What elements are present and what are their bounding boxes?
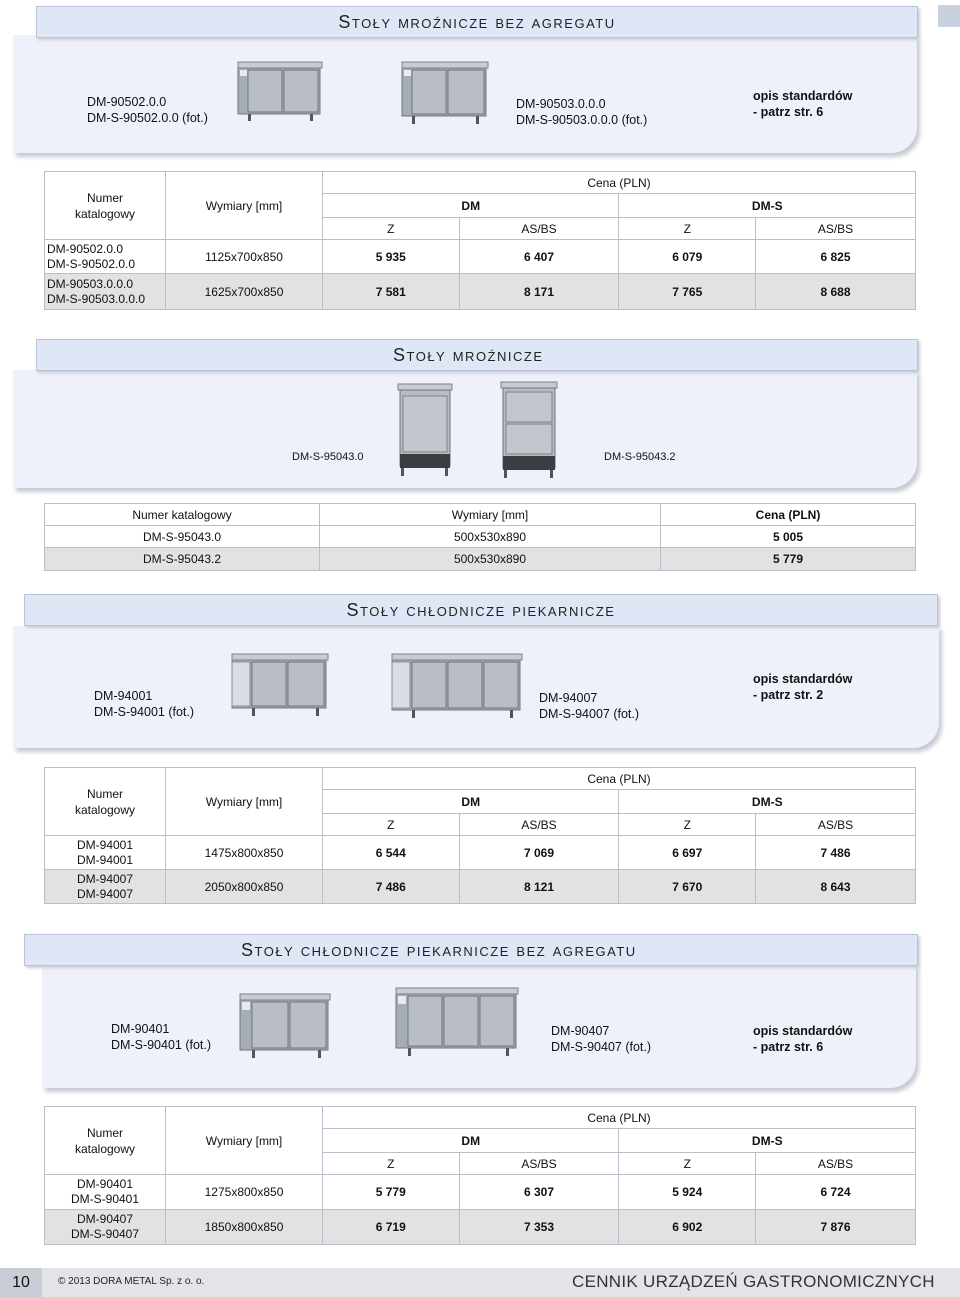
- section-title-1-text: Stoły mroźnicze bez agregatu: [338, 12, 616, 32]
- header-asbs: AS/BS: [459, 814, 619, 836]
- cell-price: 7 876: [756, 1210, 916, 1245]
- header-cena: Cena (PLN): [661, 504, 916, 526]
- product-image-dm94001: [228, 652, 330, 718]
- header-z: Z: [323, 814, 460, 836]
- header-wymiary: Wymiary [mm]: [166, 1107, 323, 1175]
- cell-price: 8 121: [459, 870, 619, 904]
- header-cena: Cena (PLN): [323, 1107, 916, 1129]
- cell-price: 8 643: [756, 870, 916, 904]
- cell-price: 6 544: [323, 836, 460, 870]
- cell-wymiary: 1475x800x850: [166, 836, 323, 870]
- cell-wymiary: 1275x800x850: [166, 1175, 323, 1210]
- cell-wymiary: 1850x800x850: [166, 1210, 323, 1245]
- product-image-dm90502: [234, 60, 324, 122]
- cell-numer: DM-90401 DM-S-90401: [45, 1175, 166, 1210]
- footer-copyright: © 2013 DORA METAL Sp. z o. o.: [58, 1276, 205, 1287]
- header-dms: DM-S: [619, 194, 916, 218]
- page-number: 10: [0, 1268, 42, 1297]
- cell-numer: DM-94001 DM-94001: [45, 836, 166, 870]
- product-image-dm90503: [398, 60, 492, 126]
- header-cena: Cena (PLN): [323, 768, 916, 790]
- cell-price: 6 724: [756, 1175, 916, 1210]
- header-numer: Numer katalogowy: [45, 172, 166, 240]
- opis-1-line2: - patrz str. 6: [753, 105, 824, 119]
- cell-numer: DM-94007 DM-94007: [45, 870, 166, 904]
- cell-numer: DM-90503.0.0.0 DM-S-90503.0.0.0: [45, 274, 166, 310]
- cell-numer: DM-90407 DM-S-90407: [45, 1210, 166, 1245]
- table-row: [45, 548, 916, 571]
- product-image-dm90407: [392, 986, 520, 1058]
- section-title-2: [36, 339, 918, 371]
- header-z: Z: [619, 814, 756, 836]
- header-wymiary: Wymiary [mm]: [166, 768, 323, 836]
- header-z: Z: [323, 218, 460, 240]
- table-row: [45, 836, 916, 870]
- product-label-3a: DM-94001 DM-S-94001 (fot.): [94, 689, 195, 719]
- header-dms: DM-S: [619, 1129, 916, 1153]
- section-panel-2: [13, 370, 917, 488]
- table-row: [45, 240, 916, 274]
- opis-4-line1: opis standardów: [753, 1024, 853, 1038]
- product-label-4a: DM-90401 DM-S-90401 (fot.): [111, 1022, 212, 1052]
- cell-price: 5 779: [661, 548, 916, 571]
- cell-price: 5 005: [661, 526, 916, 548]
- section-title-2-text: Stoły mroźnicze: [393, 345, 544, 365]
- price-table-1: [44, 171, 916, 310]
- table-row: [45, 1210, 916, 1245]
- cell-numer: DM-90502.0.0 DM-S-90502.0.0: [45, 240, 166, 274]
- price-table-3: [44, 767, 916, 904]
- header-z: Z: [619, 218, 756, 240]
- header-dm: DM: [323, 194, 619, 218]
- cell-price: 7 670: [619, 870, 756, 904]
- opis-standardow-1: [753, 88, 852, 120]
- product-label-1a: DM-90502.0.0 DM-S-90502.0.0 (fot.): [87, 95, 208, 125]
- cell-price: 6 825: [756, 240, 916, 274]
- product-label-1b: DM-90503.0.0.0 DM-S-90503.0.0.0 (fot.): [516, 97, 648, 127]
- cell-price: 8 688: [756, 274, 916, 310]
- section-title-3: [24, 594, 938, 626]
- header-asbs: AS/BS: [756, 1153, 916, 1175]
- product-label-3b: DM-94007 DM-S-94007 (fot.): [539, 691, 640, 721]
- cell-wymiary: 2050x800x850: [166, 870, 323, 904]
- header-asbs: AS/BS: [756, 218, 916, 240]
- product-image-dms95043-2: [498, 378, 560, 482]
- header-dms: DM-S: [619, 790, 916, 814]
- header-cena: Cena (PLN): [323, 172, 916, 194]
- cell-numer: DM-S-95043.2: [45, 548, 320, 571]
- cell-price: 6 079: [619, 240, 756, 274]
- cell-price: 6 407: [459, 240, 619, 274]
- cell-price: 6 719: [323, 1210, 460, 1245]
- header-numer: Numer katalogowy: [45, 504, 320, 526]
- header-numer: Numer katalogowy: [45, 1107, 166, 1175]
- footer-title: CENNIK URZĄDZEŃ GASTRONOMICZNYCH: [572, 1272, 935, 1291]
- section-title-3-text: Stoły chłodnicze piekarnicze: [346, 600, 616, 620]
- header-z: Z: [323, 1153, 460, 1175]
- cell-price: 5 779: [323, 1175, 460, 1210]
- cell-price: 6 307: [459, 1175, 619, 1210]
- header-dm: DM: [323, 1129, 619, 1153]
- opis-1-line1: opis standardów: [753, 89, 853, 103]
- price-table-2: [44, 503, 916, 571]
- table-row: [45, 1175, 916, 1210]
- product-label-4b: DM-90407 DM-S-90407 (fot.): [551, 1024, 652, 1054]
- opis-standardow-3: [753, 671, 852, 703]
- cell-numer: DM-S-95043.0: [45, 526, 320, 548]
- header-numer: Numer katalogowy: [45, 768, 166, 836]
- cell-wymiary: 500x530x890: [320, 548, 661, 571]
- cell-price: 5 935: [323, 240, 460, 274]
- cell-wymiary: 1625x700x850: [166, 274, 323, 310]
- opis-3-line2: - patrz str. 2: [753, 688, 824, 702]
- cell-price: 7 765: [619, 274, 756, 310]
- section-title-4: [24, 934, 918, 966]
- price-table-4: [44, 1106, 916, 1245]
- opis-3-line1: opis standardów: [753, 672, 853, 686]
- opis-4-line2: - patrz str. 6: [753, 1040, 824, 1054]
- header-wymiary: Wymiary [mm]: [166, 172, 323, 240]
- opis-standardow-4: [753, 1023, 852, 1055]
- product-label-2b: DM-S-95043.2: [604, 451, 676, 463]
- table-row: [45, 870, 916, 904]
- product-image-dm90401: [236, 992, 332, 1060]
- cell-price: 6 902: [619, 1210, 756, 1245]
- product-label-2a: DM-S-95043.0: [292, 451, 364, 463]
- cell-price: 8 171: [459, 274, 619, 310]
- header-z: Z: [619, 1153, 756, 1175]
- cell-price: 7 581: [323, 274, 460, 310]
- header-asbs: AS/BS: [756, 814, 916, 836]
- header-asbs: AS/BS: [459, 1153, 619, 1175]
- cell-price: 7 486: [756, 836, 916, 870]
- header-wymiary: Wymiary [mm]: [320, 504, 661, 526]
- table-row: [45, 274, 916, 310]
- corner-tab: [938, 5, 960, 27]
- table-row: [45, 526, 916, 548]
- cell-price: 6 697: [619, 836, 756, 870]
- header-dm: DM: [323, 790, 619, 814]
- cell-price: 7 353: [459, 1210, 619, 1245]
- cell-price: 5 924: [619, 1175, 756, 1210]
- cell-price: 7 486: [323, 870, 460, 904]
- section-title-1: [36, 6, 918, 38]
- cell-wymiary: 1125x700x850: [166, 240, 323, 274]
- product-image-dm94007: [388, 652, 524, 720]
- product-image-dms95043-0: [395, 380, 455, 480]
- cell-price: 7 069: [459, 836, 619, 870]
- cell-wymiary: 500x530x890: [320, 526, 661, 548]
- header-asbs: AS/BS: [459, 218, 619, 240]
- section-title-4-text: Stoły chłodnicze piekarnicze bez agregatu: [241, 940, 637, 960]
